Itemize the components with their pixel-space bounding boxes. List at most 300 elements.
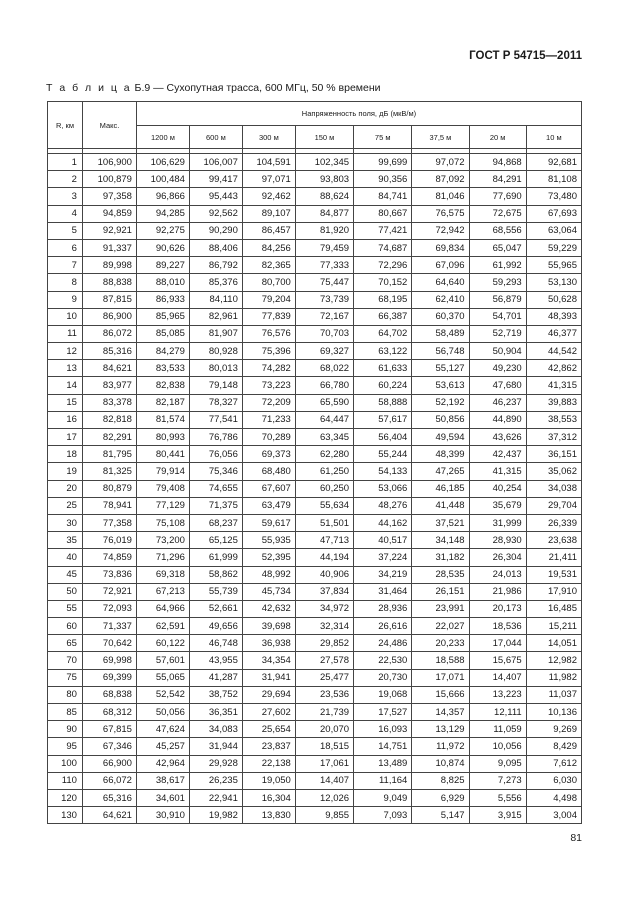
column-header-distance: R, км bbox=[48, 102, 83, 149]
value-cell: 94,859 bbox=[82, 205, 136, 222]
value-cell: 26,616 bbox=[354, 618, 412, 635]
value-cell: 57,617 bbox=[354, 411, 412, 428]
value-cell: 104,591 bbox=[242, 154, 295, 171]
value-cell: 6,929 bbox=[412, 789, 469, 806]
table-row bbox=[48, 566, 582, 583]
value-cell: 7,093 bbox=[354, 807, 412, 824]
value-cell: 89,998 bbox=[82, 257, 136, 274]
value-cell: 11,982 bbox=[526, 669, 581, 686]
value-cell: 42,632 bbox=[242, 600, 295, 617]
value-cell: 52,395 bbox=[242, 549, 295, 566]
value-cell: 85,085 bbox=[136, 325, 189, 342]
value-cell: 76,786 bbox=[189, 429, 242, 446]
value-cell: 75,346 bbox=[189, 463, 242, 480]
table-row bbox=[48, 463, 582, 480]
value-cell: 70,642 bbox=[82, 635, 136, 652]
value-cell: 47,680 bbox=[469, 377, 526, 394]
value-cell: 68,556 bbox=[469, 222, 526, 239]
value-cell: 45,734 bbox=[242, 583, 295, 600]
value-cell: 42,862 bbox=[526, 360, 581, 377]
value-cell: 23,536 bbox=[295, 686, 353, 703]
value-cell: 82,365 bbox=[242, 257, 295, 274]
value-cell: 74,859 bbox=[82, 549, 136, 566]
value-cell: 37,521 bbox=[412, 514, 469, 531]
distance-cell: 110 bbox=[48, 772, 83, 789]
value-cell: 12,111 bbox=[469, 704, 526, 721]
table-row bbox=[48, 549, 582, 566]
value-cell: 20,730 bbox=[354, 669, 412, 686]
distance-cell: 55 bbox=[48, 600, 83, 617]
value-cell: 106,629 bbox=[136, 154, 189, 171]
value-cell: 106,900 bbox=[82, 154, 136, 171]
value-cell: 26,235 bbox=[189, 772, 242, 789]
value-cell: 27,578 bbox=[295, 652, 353, 669]
distance-cell: 75 bbox=[48, 669, 83, 686]
value-cell: 106,007 bbox=[189, 154, 242, 171]
table-row bbox=[48, 497, 582, 514]
value-cell: 84,621 bbox=[82, 360, 136, 377]
value-cell: 23,991 bbox=[412, 600, 469, 617]
value-cell: 72,942 bbox=[412, 222, 469, 239]
distance-cell: 90 bbox=[48, 721, 83, 738]
table-row bbox=[48, 669, 582, 686]
value-cell: 86,457 bbox=[242, 222, 295, 239]
value-cell: 8,429 bbox=[526, 738, 581, 755]
value-cell: 51,501 bbox=[295, 514, 353, 531]
value-cell: 61,633 bbox=[354, 360, 412, 377]
column-header-height: 10 м bbox=[526, 126, 581, 149]
value-cell: 48,393 bbox=[526, 308, 581, 325]
value-cell: 10,056 bbox=[469, 738, 526, 755]
value-cell: 56,748 bbox=[412, 343, 469, 360]
table-row bbox=[48, 686, 582, 703]
table-row bbox=[48, 704, 582, 721]
value-cell: 64,447 bbox=[295, 411, 353, 428]
value-cell: 81,108 bbox=[526, 171, 581, 188]
value-cell: 57,601 bbox=[136, 652, 189, 669]
value-cell: 60,370 bbox=[412, 308, 469, 325]
value-cell: 55,244 bbox=[354, 446, 412, 463]
value-cell: 92,921 bbox=[82, 222, 136, 239]
value-cell: 68,195 bbox=[354, 291, 412, 308]
value-cell: 68,838 bbox=[82, 686, 136, 703]
value-cell: 77,541 bbox=[189, 411, 242, 428]
value-cell: 34,972 bbox=[295, 600, 353, 617]
value-cell: 48,276 bbox=[354, 497, 412, 514]
value-cell: 21,986 bbox=[469, 583, 526, 600]
table-row bbox=[48, 222, 582, 239]
value-cell: 67,693 bbox=[526, 205, 581, 222]
distance-cell: 16 bbox=[48, 411, 83, 428]
value-cell: 71,296 bbox=[136, 549, 189, 566]
value-cell: 77,690 bbox=[469, 188, 526, 205]
value-cell: 70,152 bbox=[354, 274, 412, 291]
value-cell: 86,792 bbox=[189, 257, 242, 274]
value-cell: 44,542 bbox=[526, 343, 581, 360]
table-body bbox=[48, 149, 582, 824]
value-cell: 81,795 bbox=[82, 446, 136, 463]
value-cell: 50,904 bbox=[469, 343, 526, 360]
value-cell: 56,879 bbox=[469, 291, 526, 308]
value-cell: 84,741 bbox=[354, 188, 412, 205]
column-header-max: Макс. bbox=[82, 102, 136, 149]
table-row bbox=[48, 721, 582, 738]
value-cell: 79,408 bbox=[136, 480, 189, 497]
value-cell: 80,879 bbox=[82, 480, 136, 497]
value-cell: 61,999 bbox=[189, 549, 242, 566]
value-cell: 41,315 bbox=[526, 377, 581, 394]
value-cell: 44,890 bbox=[469, 411, 526, 428]
value-cell: 82,187 bbox=[136, 394, 189, 411]
value-cell: 78,327 bbox=[189, 394, 242, 411]
value-cell: 52,542 bbox=[136, 686, 189, 703]
distance-cell: 5 bbox=[48, 222, 83, 239]
value-cell: 19,050 bbox=[242, 772, 295, 789]
value-cell: 99,417 bbox=[189, 171, 242, 188]
value-cell: 77,333 bbox=[295, 257, 353, 274]
value-cell: 13,129 bbox=[412, 721, 469, 738]
value-cell: 71,233 bbox=[242, 411, 295, 428]
value-cell: 49,656 bbox=[189, 618, 242, 635]
value-cell: 43,626 bbox=[469, 429, 526, 446]
value-cell: 36,151 bbox=[526, 446, 581, 463]
value-cell: 55,065 bbox=[136, 669, 189, 686]
value-cell: 80,993 bbox=[136, 429, 189, 446]
value-cell: 54,133 bbox=[354, 463, 412, 480]
value-cell: 12,982 bbox=[526, 652, 581, 669]
value-cell: 65,590 bbox=[295, 394, 353, 411]
distance-cell: 8 bbox=[48, 274, 83, 291]
value-cell: 79,459 bbox=[295, 239, 353, 256]
value-cell: 69,373 bbox=[242, 446, 295, 463]
value-cell: 81,920 bbox=[295, 222, 353, 239]
value-cell: 58,862 bbox=[189, 566, 242, 583]
value-cell: 63,345 bbox=[295, 429, 353, 446]
value-cell: 86,900 bbox=[82, 308, 136, 325]
distance-cell: 50 bbox=[48, 583, 83, 600]
value-cell: 17,044 bbox=[469, 635, 526, 652]
value-cell: 37,834 bbox=[295, 583, 353, 600]
distance-cell: 7 bbox=[48, 257, 83, 274]
value-cell: 47,624 bbox=[136, 721, 189, 738]
value-cell: 27,602 bbox=[242, 704, 295, 721]
table-row bbox=[48, 291, 582, 308]
value-cell: 31,464 bbox=[354, 583, 412, 600]
value-cell: 69,318 bbox=[136, 566, 189, 583]
value-cell: 4,498 bbox=[526, 789, 581, 806]
value-cell: 100,879 bbox=[82, 171, 136, 188]
value-cell: 15,211 bbox=[526, 618, 581, 635]
value-cell: 17,527 bbox=[354, 704, 412, 721]
value-cell: 72,093 bbox=[82, 600, 136, 617]
value-cell: 63,064 bbox=[526, 222, 581, 239]
value-cell: 72,209 bbox=[242, 394, 295, 411]
value-cell: 28,936 bbox=[354, 600, 412, 617]
distance-cell: 85 bbox=[48, 704, 83, 721]
value-cell: 28,930 bbox=[469, 532, 526, 549]
table-row bbox=[48, 394, 582, 411]
value-cell: 19,982 bbox=[189, 807, 242, 824]
value-cell: 19,531 bbox=[526, 566, 581, 583]
value-cell: 29,704 bbox=[526, 497, 581, 514]
value-cell: 35,679 bbox=[469, 497, 526, 514]
value-cell: 17,071 bbox=[412, 669, 469, 686]
distance-cell: 95 bbox=[48, 738, 83, 755]
table-row bbox=[48, 377, 582, 394]
value-cell: 26,339 bbox=[526, 514, 581, 531]
column-header-height: 300 м bbox=[242, 126, 295, 149]
distance-cell: 2 bbox=[48, 171, 83, 188]
value-cell: 67,213 bbox=[136, 583, 189, 600]
value-cell: 20,173 bbox=[469, 600, 526, 617]
value-cell: 73,739 bbox=[295, 291, 353, 308]
table-row bbox=[48, 755, 582, 772]
value-cell: 39,883 bbox=[526, 394, 581, 411]
value-cell: 64,640 bbox=[412, 274, 469, 291]
value-cell: 53,066 bbox=[354, 480, 412, 497]
value-cell: 77,129 bbox=[136, 497, 189, 514]
distance-cell: 65 bbox=[48, 635, 83, 652]
value-cell: 70,703 bbox=[295, 325, 353, 342]
distance-cell: 45 bbox=[48, 566, 83, 583]
value-cell: 90,626 bbox=[136, 239, 189, 256]
distance-cell: 20 bbox=[48, 480, 83, 497]
distance-cell: 14 bbox=[48, 377, 83, 394]
value-cell: 66,900 bbox=[82, 755, 136, 772]
value-cell: 79,204 bbox=[242, 291, 295, 308]
value-cell: 97,358 bbox=[82, 188, 136, 205]
value-cell: 50,856 bbox=[412, 411, 469, 428]
value-cell: 80,928 bbox=[189, 343, 242, 360]
value-cell: 72,167 bbox=[295, 308, 353, 325]
value-cell: 34,038 bbox=[526, 480, 581, 497]
value-cell: 3,004 bbox=[526, 807, 581, 824]
caption-text: Б.9 — Сухопутная трасса, 600 МГц, 50 % времени bbox=[134, 82, 381, 94]
value-cell: 61,250 bbox=[295, 463, 353, 480]
value-cell: 18,588 bbox=[412, 652, 469, 669]
value-cell: 73,200 bbox=[136, 532, 189, 549]
column-header-height: 37,5 м bbox=[412, 126, 469, 149]
value-cell: 52,661 bbox=[189, 600, 242, 617]
value-cell: 38,752 bbox=[189, 686, 242, 703]
value-cell: 41,315 bbox=[469, 463, 526, 480]
value-cell: 69,399 bbox=[82, 669, 136, 686]
value-cell: 5,556 bbox=[469, 789, 526, 806]
value-cell: 81,046 bbox=[412, 188, 469, 205]
value-cell: 67,346 bbox=[82, 738, 136, 755]
distance-cell: 40 bbox=[48, 549, 83, 566]
value-cell: 34,354 bbox=[242, 652, 295, 669]
value-cell: 96,866 bbox=[136, 188, 189, 205]
value-cell: 74,282 bbox=[242, 360, 295, 377]
value-cell: 9,269 bbox=[526, 721, 581, 738]
value-cell: 67,096 bbox=[412, 257, 469, 274]
value-cell: 75,447 bbox=[295, 274, 353, 291]
value-cell: 88,624 bbox=[295, 188, 353, 205]
value-cell: 22,138 bbox=[242, 755, 295, 772]
value-cell: 88,838 bbox=[82, 274, 136, 291]
value-cell: 29,694 bbox=[242, 686, 295, 703]
value-cell: 47,713 bbox=[295, 532, 353, 549]
distance-cell: 17 bbox=[48, 429, 83, 446]
column-header-height: 1200 м bbox=[136, 126, 189, 149]
value-cell: 14,407 bbox=[295, 772, 353, 789]
table-row bbox=[48, 325, 582, 342]
value-cell: 25,477 bbox=[295, 669, 353, 686]
value-cell: 55,634 bbox=[295, 497, 353, 514]
value-cell: 62,280 bbox=[295, 446, 353, 463]
value-cell: 86,933 bbox=[136, 291, 189, 308]
value-cell: 76,056 bbox=[189, 446, 242, 463]
value-cell: 87,092 bbox=[412, 171, 469, 188]
value-cell: 49,230 bbox=[469, 360, 526, 377]
value-cell: 81,325 bbox=[82, 463, 136, 480]
field-strength-table bbox=[47, 101, 582, 824]
value-cell: 22,941 bbox=[189, 789, 242, 806]
value-cell: 20,233 bbox=[412, 635, 469, 652]
value-cell: 46,237 bbox=[469, 394, 526, 411]
value-cell: 16,485 bbox=[526, 600, 581, 617]
table-row bbox=[48, 480, 582, 497]
value-cell: 36,938 bbox=[242, 635, 295, 652]
table-row bbox=[48, 154, 582, 171]
value-cell: 68,480 bbox=[242, 463, 295, 480]
value-cell: 91,337 bbox=[82, 239, 136, 256]
column-header-height: 150 м bbox=[295, 126, 353, 149]
distance-cell: 6 bbox=[48, 239, 83, 256]
value-cell: 66,072 bbox=[82, 772, 136, 789]
value-cell: 41,287 bbox=[189, 669, 242, 686]
value-cell: 43,955 bbox=[189, 652, 242, 669]
value-cell: 44,194 bbox=[295, 549, 353, 566]
value-cell: 79,914 bbox=[136, 463, 189, 480]
value-cell: 97,071 bbox=[242, 171, 295, 188]
table-row bbox=[48, 635, 582, 652]
value-cell: 13,223 bbox=[469, 686, 526, 703]
value-cell: 6,030 bbox=[526, 772, 581, 789]
value-cell: 73,223 bbox=[242, 377, 295, 394]
column-header-height: 600 м bbox=[189, 126, 242, 149]
value-cell: 52,192 bbox=[412, 394, 469, 411]
table-row bbox=[48, 600, 582, 617]
value-cell: 60,224 bbox=[354, 377, 412, 394]
value-cell: 9,049 bbox=[354, 789, 412, 806]
distance-cell: 11 bbox=[48, 325, 83, 342]
value-cell: 34,601 bbox=[136, 789, 189, 806]
value-cell: 12,026 bbox=[295, 789, 353, 806]
value-cell: 100,484 bbox=[136, 171, 189, 188]
value-cell: 92,462 bbox=[242, 188, 295, 205]
value-cell: 63,479 bbox=[242, 497, 295, 514]
value-cell: 69,834 bbox=[412, 239, 469, 256]
value-cell: 11,972 bbox=[412, 738, 469, 755]
value-cell: 68,237 bbox=[189, 514, 242, 531]
value-cell: 30,910 bbox=[136, 807, 189, 824]
table-row bbox=[48, 532, 582, 549]
value-cell: 63,122 bbox=[354, 343, 412, 360]
value-cell: 46,377 bbox=[526, 325, 581, 342]
value-cell: 35,062 bbox=[526, 463, 581, 480]
value-cell: 17,061 bbox=[295, 755, 353, 772]
distance-cell: 12 bbox=[48, 343, 83, 360]
value-cell: 45,257 bbox=[136, 738, 189, 755]
value-cell: 40,906 bbox=[295, 566, 353, 583]
value-cell: 59,229 bbox=[526, 239, 581, 256]
value-cell: 9,095 bbox=[469, 755, 526, 772]
value-cell: 67,607 bbox=[242, 480, 295, 497]
value-cell: 48,992 bbox=[242, 566, 295, 583]
distance-cell: 80 bbox=[48, 686, 83, 703]
value-cell: 21,739 bbox=[295, 704, 353, 721]
value-cell: 80,013 bbox=[189, 360, 242, 377]
value-cell: 94,285 bbox=[136, 205, 189, 222]
value-cell: 76,019 bbox=[82, 532, 136, 549]
value-cell: 71,375 bbox=[189, 497, 242, 514]
value-cell: 46,185 bbox=[412, 480, 469, 497]
value-cell: 42,964 bbox=[136, 755, 189, 772]
distance-cell: 25 bbox=[48, 497, 83, 514]
column-header-height: 75 м bbox=[354, 126, 412, 149]
value-cell: 31,944 bbox=[189, 738, 242, 755]
value-cell: 59,293 bbox=[469, 274, 526, 291]
value-cell: 79,148 bbox=[189, 377, 242, 394]
value-cell: 29,928 bbox=[189, 755, 242, 772]
value-cell: 74,655 bbox=[189, 480, 242, 497]
value-cell: 14,407 bbox=[469, 669, 526, 686]
value-cell: 83,977 bbox=[82, 377, 136, 394]
table-row bbox=[48, 807, 582, 824]
table-row bbox=[48, 205, 582, 222]
value-cell: 26,304 bbox=[469, 549, 526, 566]
value-cell: 77,421 bbox=[354, 222, 412, 239]
value-cell: 62,410 bbox=[412, 291, 469, 308]
value-cell: 59,617 bbox=[242, 514, 295, 531]
column-header-height: 20 м bbox=[469, 126, 526, 149]
value-cell: 60,250 bbox=[295, 480, 353, 497]
table-row bbox=[48, 789, 582, 806]
value-cell: 24,486 bbox=[354, 635, 412, 652]
value-cell: 69,998 bbox=[82, 652, 136, 669]
value-cell: 102,345 bbox=[295, 154, 353, 171]
value-cell: 15,675 bbox=[469, 652, 526, 669]
value-cell: 32,314 bbox=[295, 618, 353, 635]
value-cell: 83,378 bbox=[82, 394, 136, 411]
value-cell: 92,275 bbox=[136, 222, 189, 239]
value-cell: 64,966 bbox=[136, 600, 189, 617]
value-cell: 73,480 bbox=[526, 188, 581, 205]
value-cell: 97,072 bbox=[412, 154, 469, 171]
distance-cell: 70 bbox=[48, 652, 83, 669]
value-cell: 75,396 bbox=[242, 343, 295, 360]
table-row bbox=[48, 652, 582, 669]
distance-cell: 30 bbox=[48, 514, 83, 531]
value-cell: 31,941 bbox=[242, 669, 295, 686]
value-cell: 84,291 bbox=[469, 171, 526, 188]
value-cell: 54,701 bbox=[469, 308, 526, 325]
value-cell: 23,638 bbox=[526, 532, 581, 549]
value-cell: 66,387 bbox=[354, 308, 412, 325]
value-cell: 7,612 bbox=[526, 755, 581, 772]
value-cell: 83,533 bbox=[136, 360, 189, 377]
distance-cell: 19 bbox=[48, 463, 83, 480]
value-cell: 15,666 bbox=[412, 686, 469, 703]
value-cell: 67,815 bbox=[82, 721, 136, 738]
value-cell: 29,852 bbox=[295, 635, 353, 652]
value-cell: 80,667 bbox=[354, 205, 412, 222]
value-cell: 84,110 bbox=[189, 291, 242, 308]
table-row bbox=[48, 239, 582, 256]
value-cell: 88,010 bbox=[136, 274, 189, 291]
